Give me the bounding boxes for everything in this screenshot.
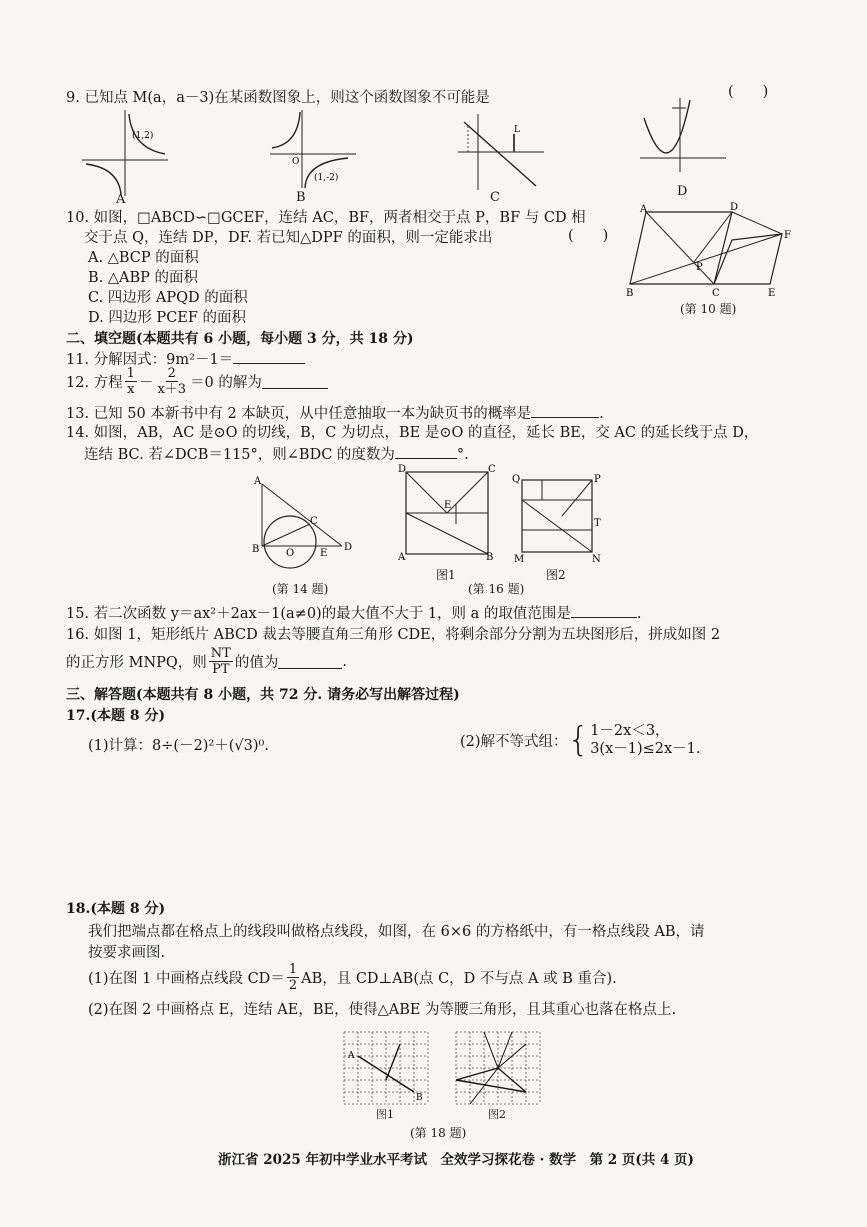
q16-f2-label-n: N <box>592 554 601 565</box>
svg-text:A: A <box>348 1051 355 1061</box>
q9-graph-b <box>268 108 358 190</box>
q14-label-b: B <box>252 544 260 555</box>
q16-f1-label-c: C <box>488 464 496 475</box>
q9-graph-a <box>80 108 170 198</box>
q14-label-a: A <box>254 476 262 487</box>
q16-figure-2 <box>512 470 602 565</box>
q17-inequality-2: 3(x－1)≤2x－1. <box>590 741 701 757</box>
q16-caption: (第 16 题) <box>468 582 525 596</box>
q18-caption: (第 18 题) <box>410 1126 467 1140</box>
q9-option-c: C <box>490 190 500 205</box>
q10-option-b: B. △ABP 的面积 <box>88 270 199 286</box>
q16-fig1-label: 图1 <box>436 568 456 582</box>
q10-caption: (第 10 题) <box>680 302 737 316</box>
q17-heading: 17.(本题 8 分) <box>66 708 166 724</box>
section3-heading: 三、解答题(本题共有 8 小题，共 72 分. 请务必写出解答过程) <box>66 687 460 703</box>
q14-label-e: E <box>320 548 328 559</box>
q18-heading: 18.(本题 8 分) <box>66 901 166 917</box>
q9-graph-c <box>456 112 546 192</box>
q10-label-f: F <box>784 230 791 241</box>
q10-option-c: C. 四边形 APQD 的面积 <box>88 290 248 306</box>
q16-f2-label-t: T <box>594 518 601 529</box>
q18-line1: 我们把端点都在格点上的线段叫做格点线段，如图，在 6×6 的方格纸中，有一格点线段 AB，请 <box>88 924 705 940</box>
q16-stem-line1: 16. 如图 1，矩形纸片 ABCD 裁去等腰直角三角形 CDE，将剩余部分分割为五块图形后，拼成如图 2 <box>66 627 721 643</box>
q10-stem-line2: 交于点 Q，连结 DP，DF. 若已知△DPF 的面积，则一定能求出 <box>84 230 493 246</box>
q10-label-a: A <box>640 204 648 215</box>
q10-answer-paren: ( ) <box>568 228 609 244</box>
q11-text: 11. 分解因式：9m²－1＝ <box>66 352 234 368</box>
q18-part1-pre: (1)在图 1 中画格点线段 CD＝ <box>88 971 285 987</box>
q17-part1: (1)计算：8÷(－2)²＋(√3)⁰. <box>88 738 269 754</box>
q14-label-c: C <box>310 516 318 527</box>
q10-label-p: P <box>696 262 703 273</box>
q16-f1-label-b: B <box>486 552 494 563</box>
section2-heading: 二、填空题(本题共有 6 小题，每小题 3 分，共 18 分) <box>66 331 414 347</box>
q10-stem-line1: 10. 如图，□ABCD∽□GCEF，连结 AC，BF，两者相交于点 P，BF 与 CD 相 <box>66 210 586 226</box>
q10-label-d: D <box>730 202 739 213</box>
q13-stem: 13. 已知 50 本新书中有 2 本缺页，从中任意抽取一本为缺页书的概率是 . <box>66 402 604 423</box>
q12-stem <box>66 366 328 397</box>
q16-f2-label-m: M <box>514 554 525 565</box>
q13-text: 13. 已知 50 本新书中有 2 本缺页，从中任意抽取一本为缺页书的概率是 <box>66 406 532 422</box>
q14-figure <box>250 476 360 566</box>
q18-grid-1 <box>340 1028 430 1106</box>
q10-option-d: D. 四边形 PCEF 的面积 <box>88 310 247 326</box>
svg-text:(1,2): (1,2) <box>132 131 154 141</box>
q16-f1-label-e: E <box>444 500 452 511</box>
q16-fraction: $\frac{NT}{PT}$ <box>210 646 231 677</box>
svg-text:L: L <box>514 125 520 135</box>
q15-text: 15. 若二次函数 y＝ax²＋2ax－1(a≠0)的最大值不大于 1，则 a 的取值范围是 <box>66 606 571 622</box>
q10-label-b: B <box>626 288 634 299</box>
q18-part2: (2)在图 2 中画格点 E，连结 AE，BE，使得△ABE 为等腰三角形，且其重心也落在格点上. <box>88 1002 677 1018</box>
svg-text:O: O <box>292 157 300 167</box>
q18-part1-post: AB，且 CD⊥AB(点 C，D 不与点 A 或 B 重合). <box>301 971 617 987</box>
q18-fig1-label: 图1 <box>376 1108 394 1121</box>
q18-grid-2 <box>452 1028 542 1106</box>
q9-answer-paren: ( ) <box>728 84 769 100</box>
svg-text:B: B <box>416 1093 423 1103</box>
q16-fig2-label: 图2 <box>546 568 566 582</box>
q14-line2-text: 连结 BC. 若∠DCB＝115°，则∠BDC 的度数为 <box>84 447 395 463</box>
q18-half-fraction: $\frac{1}{2}$ <box>288 962 298 993</box>
q9-option-a: A <box>116 192 126 207</box>
q12-minus: － <box>138 375 154 391</box>
q16-post: 的值为 <box>234 655 279 671</box>
q17-part2-label: (2)解不等式组： <box>460 733 568 750</box>
q9-option-d: D <box>677 184 688 199</box>
q17-inequality-1: 1－2x＜3， <box>590 723 670 739</box>
q14-caption: (第 14 题) <box>272 582 329 596</box>
q16-pre: 的正方形 MNPQ，则 <box>66 655 207 671</box>
q12-fraction-1: $\frac{1}{x}$ <box>126 366 135 397</box>
q10-label-e: E <box>768 288 776 299</box>
q10-figure <box>626 202 796 299</box>
q9-option-b: B <box>296 190 306 205</box>
q14-degree: °. <box>456 447 469 463</box>
q18-fig2-label: 图2 <box>488 1108 506 1121</box>
q14-stem-line2 <box>84 443 469 464</box>
q14-stem-line1: 14. 如图，AB，AC 是⊙O 的切线，B，C 为切点，BE 是⊙O 的直径，延长 BE，交 AC 的延长线于点 D， <box>66 425 759 441</box>
q10-option-a: A. △BCP 的面积 <box>88 250 199 266</box>
q16-f1-label-a: A <box>398 552 406 563</box>
q16-stem-line2: 的正方形 MNPQ，则 $\frac{NT}{PT}$ 的值为 . <box>66 646 347 677</box>
q12-post: ＝0 的解为 <box>190 375 262 391</box>
svg-text:(1,-2): (1,-2) <box>314 173 339 183</box>
q9-stem: 9. 已知点 M(a，a－3)在某函数图象上，则这个函数图象不可能是 <box>66 90 490 106</box>
q18-line2: 按要求画图. <box>88 945 166 961</box>
q18-part1 <box>88 962 617 993</box>
q17-part2: (2)解不等式组： { 1－2x＜3， 3(x－1)≤2x－1. <box>460 720 701 760</box>
q14-label-o: O <box>286 548 295 559</box>
q12-pre: 12. 方程 <box>66 375 123 391</box>
q12-fraction-2: $\frac{2}{x+3}$ <box>157 366 187 397</box>
q15-stem: 15. 若二次函数 y＝ax²＋2ax－1(a≠0)的最大值不大于 1，则 a 的取值范围是 . <box>66 602 642 623</box>
q16-figure-1 <box>396 464 498 564</box>
page-footer: 浙江省 2025 年初中学业水平考试 全效学习探花卷 · 数学 第 2 页(共 4 页) <box>218 1152 694 1168</box>
q14-label-d: D <box>344 542 353 553</box>
q16-f2-label-p: P <box>594 474 601 485</box>
q10-label-c: C <box>712 288 720 299</box>
q9-graph-d <box>638 96 728 174</box>
q16-f1-label-d: D <box>398 464 407 475</box>
q16-f2-label-q: Q <box>512 474 521 485</box>
